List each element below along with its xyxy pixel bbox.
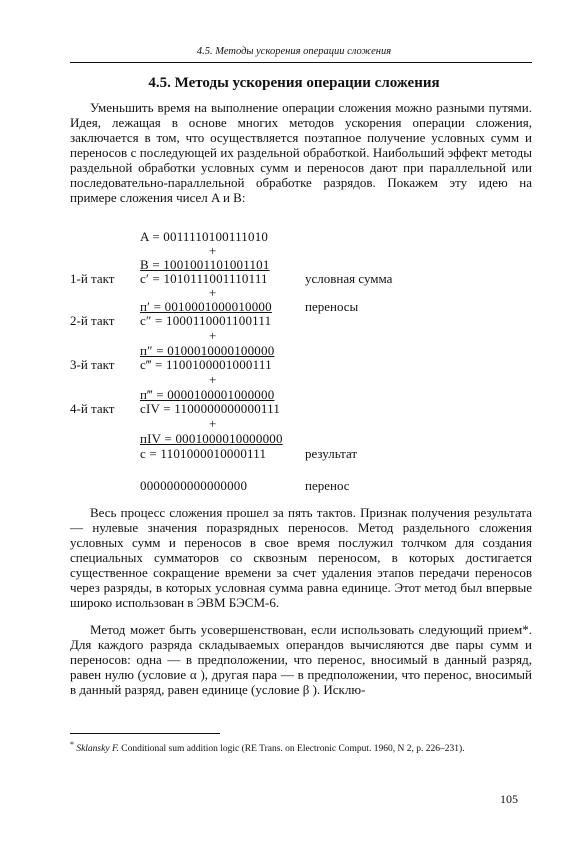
section-title: 4.5. Методы ускорения операции сложения [148, 75, 440, 91]
footnote-mark: * [70, 740, 74, 749]
header-rule [70, 62, 532, 63]
note-carry: перенос [305, 478, 350, 493]
tact-label-4: 4-й такт [70, 401, 115, 416]
running-head: 4.5. Методы ускорения операции сложения [196, 46, 392, 57]
note-carries: переносы [305, 299, 359, 314]
note-cond-sum: условная сумма [305, 271, 393, 286]
book-page: 4.5. Методы ускорения операции сложения 4.5. Методы ускорения операции сложения Уменьшить время на выполнение операции сложения можно разными путями. Идея, лежащая в основе многих методов ускорения операции сложения, заключается в том, что осуществляется поэтапное получение условных сумм и переносов с последующей их раздельной обработкой. Наибольший эффект методы раздельной обработки условных сумм и переносов дают при параллельной или последовательно-параллельной обработке разрядов. Покажем эту идею на примере сложения чисел A и B: A = 0011110100111010 + B = 1001001101001101 c′ = 1010111001110111 + п′ = 0010001000010000 c″ = 1000110001100111 + п″ = 0100010000100000 c‴ = 1100100001000111 + п‴ = 0000100001000000 cIV = 1100000000000111 + пIV = 0001000010000000 c = 1101000010000111 0000000000000000 1-й такт 2-й такт 3-й такт 4-й такт условная сумма переносы результат перенос Весь процесс сложения прошел за пять тактов. Признак получения результата — нулевые значения поразрядных переносов. Метод раздельного сложения условных сумм и переносов в свое время послужил толчком для создания специальных сумматоров со сквозным переносом, в которых достигается существенное сокращение времени за счет удаления этапов передачи переносов через разряды, в которых условная сумма равна единице. Этот метод был впервые широко использован в ЭВМ БЭСМ-6. Метод может быть усовершенствован, если использовать следующий прием*. Для каждого разряда складываемых операндов вычисляются две пары сумм и переносов: одна — в предположении, что перенос, вносимый в данный разряд, равен нулю (условие α ), другая пара — в предположении, что перенос, вносимый в данный разряд, равен единице (условие β ). Исклю- * Sklansky F. Conditional sum addition logic (RE Trans. on Electronic Comput. 1960, N 2, p. 226–231). 105 [0, 0, 588, 856]
footnote-author: Sklansky F. [76, 744, 119, 755]
note-result: результат [305, 446, 358, 461]
paragraph-process: Весь процесс сложения прошел за пять тактов. Признак получения результата — нулевые значения поразрядных переносов. Метод раздельного сложения условных сумм и переносов в свое время послужил толчком для создания специальных сумматоров со сквозным переносом, в которых достигается существенное сокращение времени за счет удаления этапов передачи переносов через разряды, в которых условная сумма равна единице. Этот метод был впервые широко использован в ЭВМ БЭСМ-6. [70, 505, 532, 610]
footnote [70, 740, 540, 754]
page-number: 105 [500, 792, 518, 806]
tact-label-3: 3-й такт [70, 357, 115, 372]
footnote-text: Conditional sum addition logic (RE Trans. on Electronic Comput. 1960, N 2, p. 226–231). [121, 744, 465, 755]
tact-label-1: 1-й такт [70, 271, 115, 286]
paragraph-intro: Уменьшить время на выполнение операции сложения можно разными путями. Идея, лежащая в основе многих методов ускорения операции сложения, заключается в том, что осуществляется поэтапное получение условных сумм и переносов с последующей их раздельной обработкой. Наибольший эффект методы раздельной обработки условных сумм и переносов дают при параллельной или последовательно-параллельной обработке разрядов. Покажем эту идею на примере сложения чисел A и B: [70, 100, 532, 205]
paragraph-method: Метод может быть усовершенствован, если использовать следующий прием*. Для каждого разряда складываемых операндов вычисляются две пары сумм и переносов: одна — в предположении, что перенос, вносимый в данный разряд, равен нулю (условие α ), другая пара — в предположении, что перенос, вносимый в данный разряд, равен единице (условие β ). Исклю- [70, 622, 532, 697]
footnote-rule [70, 733, 220, 734]
tact-label-2: 2-й такт [70, 313, 115, 328]
